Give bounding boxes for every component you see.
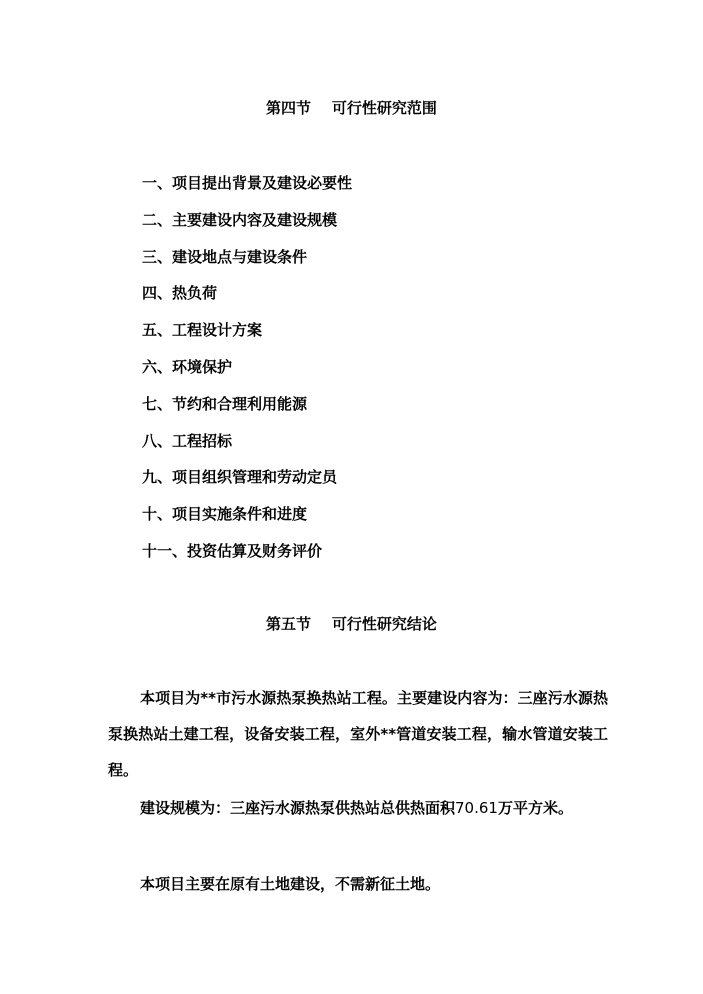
scope-list bbox=[142, 173, 352, 578]
list-item: 九、项目组织管理和劳动定员 bbox=[142, 468, 338, 487]
list-item: 二、主要建设内容及建设规模 bbox=[142, 210, 338, 229]
list-item: 十一、投资估算及财务评价 bbox=[142, 541, 323, 560]
conclusion-paragraph-1: 本项目为**市污水源热泵换热站工程。主要建设内容为：三座污水源热泵换热站土建工程，设备安装工程，室外**管道安装工程，输水管道安装工程。 bbox=[108, 689, 608, 779]
conclusion-paragraph-2 bbox=[108, 790, 628, 826]
list-item: 六、环境保护 bbox=[142, 357, 233, 376]
scale-text: 建设规模为：三座污水源热泵供热站总供热面积 bbox=[140, 799, 456, 817]
conclusion-paragraph-3: 本项目主要在原有土地建设，不需新征土地。 bbox=[140, 875, 441, 893]
list-item: 十、项目实施条件和进度 bbox=[142, 505, 308, 524]
section-4-title: 第四节 可行性研究范围 bbox=[266, 99, 437, 117]
list-item: 八、工程招标 bbox=[142, 431, 233, 450]
list-item: 一、项目提出背景及建设必要性 bbox=[142, 174, 353, 192]
section-5-title: 第五节 可行性研究结论 bbox=[266, 615, 437, 633]
area-number: 70.61 bbox=[455, 799, 498, 817]
list-item: 四、热负荷 bbox=[142, 284, 218, 303]
list-item: 五、工程设计方案 bbox=[142, 321, 263, 340]
list-item: 三、建设地点与建设条件 bbox=[142, 247, 308, 266]
list-item: 七、节约和合理利用能源 bbox=[142, 394, 308, 413]
unit-text: 万平方米。 bbox=[497, 799, 573, 817]
